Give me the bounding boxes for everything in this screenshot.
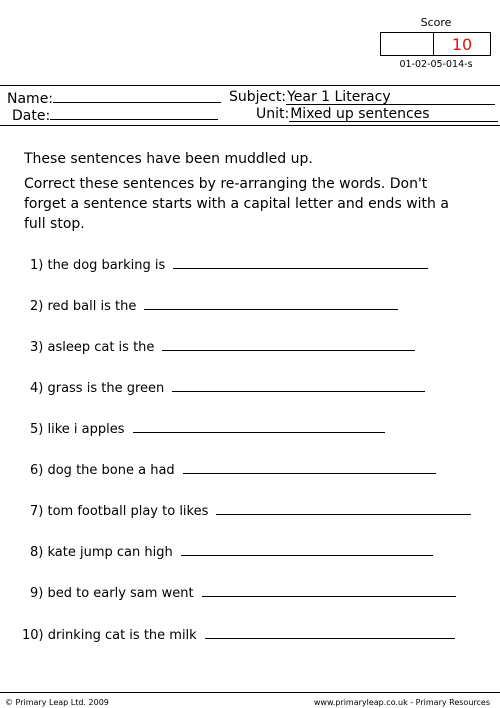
question-text: 7) tom football play to likes bbox=[30, 504, 209, 519]
question-text: 9) bed to early sam went bbox=[30, 586, 194, 601]
question-10 bbox=[22, 626, 455, 643]
name-row bbox=[7, 89, 221, 107]
question-text: 1) the dog barking is bbox=[30, 258, 166, 273]
subject-value: Year 1 Literacy bbox=[286, 90, 495, 105]
footer-website: www.primaryleap.co.uk - Primary Resources bbox=[313, 698, 490, 707]
question-text: 3) asleep cat is the bbox=[30, 340, 155, 355]
footer-copyright: © Primary Leap Ltd. 2009 bbox=[5, 698, 109, 707]
question-text: 4) grass is the green bbox=[30, 381, 165, 396]
worksheet-code: 01-02-05-014-s bbox=[399, 59, 473, 70]
name-field[interactable] bbox=[53, 89, 221, 103]
answer-line-10[interactable] bbox=[205, 626, 455, 639]
question-text: 6) dog the bone a had bbox=[30, 463, 175, 478]
date-label: Date: bbox=[12, 108, 51, 124]
answer-line-7[interactable] bbox=[216, 502, 471, 515]
answer-line-1[interactable] bbox=[173, 256, 428, 269]
score-empty-cell bbox=[381, 33, 434, 55]
score-label: Score bbox=[420, 16, 452, 29]
answer-line-9[interactable] bbox=[202, 584, 456, 597]
answer-line-2[interactable] bbox=[144, 297, 398, 310]
header-top-rule bbox=[0, 85, 500, 86]
name-label: Name: bbox=[7, 91, 54, 107]
answer-line-6[interactable] bbox=[183, 461, 436, 474]
instruction-paragraph: Correct these sentences by re-arranging the words. Don't forget a sentence starts with a capital letter and ends with a full stop. bbox=[24, 176, 449, 232]
question-9 bbox=[30, 584, 456, 601]
answer-line-4[interactable] bbox=[172, 379, 425, 392]
answer-line-3[interactable] bbox=[162, 338, 415, 351]
score-value: 10 bbox=[451, 35, 473, 54]
footer-rule bbox=[0, 692, 500, 693]
subject-label: Subject: bbox=[229, 89, 287, 105]
question-text: 5) like i apples bbox=[30, 422, 125, 437]
question-text: 2) red ball is the bbox=[30, 299, 137, 314]
question-6 bbox=[30, 461, 436, 478]
unit-label: Unit: bbox=[256, 106, 290, 122]
score-box bbox=[380, 32, 491, 56]
question-1 bbox=[30, 256, 428, 273]
answer-line-5[interactable] bbox=[133, 420, 385, 433]
answer-line-8[interactable] bbox=[181, 543, 433, 556]
instruction-line-1: These sentences have been muddled up. bbox=[24, 151, 313, 167]
question-5 bbox=[30, 420, 385, 437]
subject-row bbox=[229, 89, 500, 105]
question-4 bbox=[30, 379, 425, 396]
unit-value: Mixed up sentences bbox=[289, 107, 498, 122]
question-3 bbox=[30, 338, 415, 355]
question-text: 10) drinking cat is the milk bbox=[22, 628, 197, 643]
date-row bbox=[12, 106, 218, 124]
unit-row bbox=[256, 106, 500, 122]
question-7 bbox=[30, 502, 471, 519]
question-8 bbox=[30, 543, 433, 560]
question-text: 8) kate jump can high bbox=[30, 545, 173, 560]
header-bottom-rule bbox=[0, 125, 500, 126]
question-2 bbox=[30, 297, 398, 314]
date-field[interactable] bbox=[50, 106, 218, 120]
